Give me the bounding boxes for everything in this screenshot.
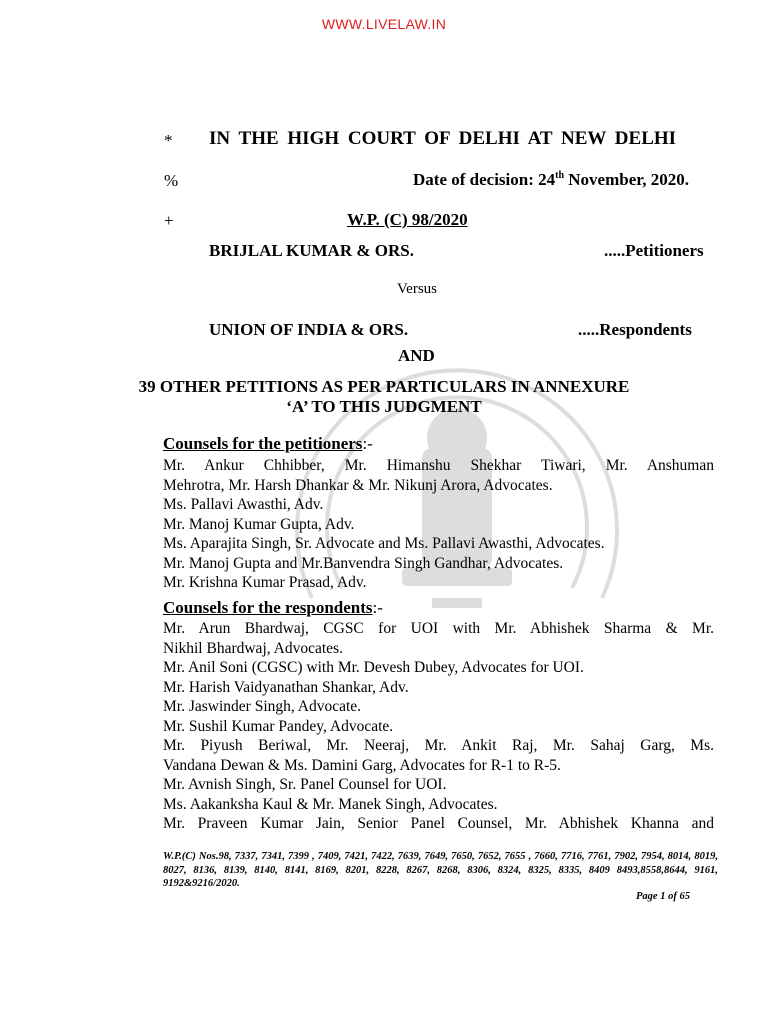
date-of-decision: [413, 170, 689, 190]
case-marker: +: [164, 211, 174, 230]
footer-case-list-text: W.P.(C) Nos.98, 7337, 7341, 7399 , 7409, 7421, 7422, 7639, 7649, 7650, 7652, 7655 , 7660, 7716, 7761, 7902, 7954, 8014, 8019, 8027, 8136, 8139, 8140, 8141, 8169, 8201, 8228, 8267, 8268, 8306, 8324, 8325, 8335, 8409 8493,8558,8644, 9161, 9192&9216/2020.: [163, 851, 718, 889]
footer-case-list: [163, 850, 718, 891]
other-petitions-line-2: ‘A’ TO THIS JUDGMENT: [286, 397, 482, 416]
court-marker: *: [164, 131, 173, 150]
petitioner-name: BRIJLAL KUMAR & ORS.: [209, 241, 414, 260]
counsel-line: Mr. Ankur Chhibber, Mr. Himanshu Shekhar Tiwari, Mr. Anshuman: [163, 457, 714, 474]
counsel-line: Mr. Harish Vaidyanathan Shankar, Adv.: [163, 678, 409, 696]
date-prefix: Date of decision: 24: [413, 170, 556, 189]
counsel-line: Mr. Manoj Kumar Gupta, Adv.: [163, 515, 355, 533]
date-superscript: th: [555, 170, 565, 181]
petitioners-counsel-heading-text: Counsels for the petitioners: [163, 434, 363, 453]
counsel-line: Mr. Anil Soni (CGSC) with Mr. Devesh Dubey, Advocates for UOI.: [163, 659, 584, 676]
case-number: W.P. (C) 98/2020: [347, 210, 468, 229]
respondent-name: UNION OF INDIA & ORS.: [209, 320, 409, 339]
counsel-line: Mr. Sushil Kumar Pandey, Advocate.: [163, 717, 394, 735]
date-marker: %: [164, 171, 179, 190]
petitioners-counsel-list: [163, 456, 714, 593]
counsel-line: Mr. Krishna Kumar Prasad, Adv.: [163, 574, 367, 591]
court-title: IN THE HIGH COURT OF DELHI AT NEW DELHI: [209, 128, 677, 149]
date-suffix: November, 2020.: [564, 170, 689, 189]
and-label: AND: [398, 346, 435, 365]
counsel-line: Mr. Avnish Singh, Sr. Panel Counsel for UOI.: [163, 776, 447, 793]
other-petitions-line-1: 39 OTHER PETITIONS AS PER PARTICULARS IN ANNEXURE: [138, 377, 630, 396]
petitioners-counsel-heading-colon: :-: [362, 434, 373, 453]
page-number: Page 1 of 65: [636, 891, 690, 902]
petitioner-role: .....Petitioners: [604, 241, 704, 260]
respondents-counsel-heading: [163, 598, 383, 618]
counsel-line: Mr. Manoj Gupta and Mr.Banvendra Singh Gandhar, Advocates.: [163, 554, 564, 572]
counsel-line: Ms. Pallavi Awasthi, Adv.: [163, 496, 324, 513]
counsel-line: Mr. Piyush Beriwal, Mr. Neeraj, Mr. Ankit Raj, Mr. Sahaj Garg, Ms.: [163, 737, 714, 754]
counsel-line: Mr. Arun Bhardwaj, CGSC for UOI with Mr. Abhishek Sharma & Mr.: [163, 620, 714, 637]
respondent-role: .....Respondents: [578, 320, 692, 339]
livelaw-watermark-url[interactable]: WWW.LIVELAW.IN: [321, 16, 447, 32]
petitioners-counsel-heading: [163, 434, 373, 454]
counsel-line: Mehrotra, Mr. Harsh Dhankar & Mr. Nikunj Arora, Advocates.: [163, 476, 553, 494]
counsel-line: Ms. Aakanksha Kaul & Mr. Manek Singh, Advocates.: [163, 795, 498, 813]
versus-label: Versus: [397, 281, 437, 297]
respondents-counsel-heading-colon: :-: [372, 598, 383, 617]
counsel-line: Ms. Aparajita Singh, Sr. Advocate and Ms. Pallavi Awasthi, Advocates.: [163, 535, 605, 552]
counsel-line: Nikhil Bhardwaj, Advocates.: [163, 639, 343, 657]
respondents-counsel-list: [163, 619, 714, 834]
counsel-line: Vandana Dewan & Ms. Damini Garg, Advocates for R-1 to R-5.: [163, 756, 561, 774]
respondents-counsel-heading-text: Counsels for the respondents: [163, 598, 373, 617]
counsel-line: Mr. Jaswinder Singh, Advocate.: [163, 698, 362, 715]
counsel-line: Mr. Praveen Kumar Jain, Senior Panel Counsel, Mr. Abhishek Khanna and: [163, 815, 714, 832]
